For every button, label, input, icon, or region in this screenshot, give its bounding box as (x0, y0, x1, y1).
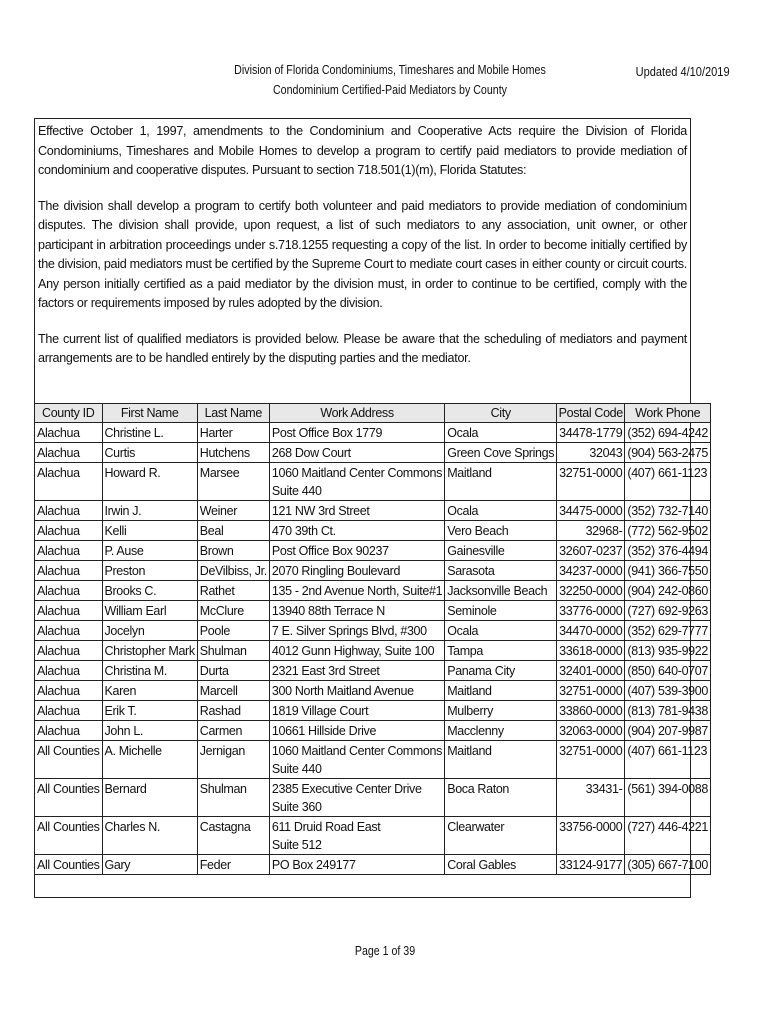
column-header-county-id: County ID (35, 404, 103, 423)
cell-first-name: P. Ause (102, 541, 197, 561)
cell-county-id: Alachua (35, 501, 103, 521)
cell-county-id: All Counties (35, 779, 103, 817)
cell-first-name: Curtis (102, 443, 197, 463)
cell-postal-code: 32043 (557, 443, 625, 463)
cell-last-name: DeVilbiss, Jr. (197, 561, 269, 581)
cell-work-address: 135 - 2nd Avenue North, Suite#1 (269, 581, 444, 601)
table-row (35, 463, 711, 501)
cell-work-phone: (305) 667-7100 (625, 855, 711, 875)
table-row (35, 701, 711, 721)
cell-work-phone: (561) 394-0088 (625, 779, 711, 817)
column-header-work-address: Work Address (269, 404, 444, 423)
document-title (218, 60, 562, 100)
table-row (35, 521, 711, 541)
cell-city: Panama City (445, 661, 557, 681)
cell-county-id: Alachua (35, 681, 103, 701)
cell-city: Mulberry (445, 701, 557, 721)
cell-city: Maitland (445, 681, 557, 701)
table-row (35, 581, 711, 601)
cell-last-name: Rathet (197, 581, 269, 601)
cell-work-address: 10661 Hillside Drive (269, 721, 444, 741)
cell-work-phone: (904) 242-0860 (625, 581, 711, 601)
cell-work-address: 13940 88th Terrace N (269, 601, 444, 621)
table-row (35, 681, 711, 701)
cell-last-name: Shulman (197, 779, 269, 817)
table-row (35, 621, 711, 641)
cell-postal-code: 32751-0000 (557, 463, 625, 501)
cell-last-name: Carmen (197, 721, 269, 741)
cell-work-address: 1060 Maitland Center Commons Suite 440 (269, 463, 444, 501)
page-number: Page 1 of 39 (354, 944, 416, 958)
cell-work-phone: (813) 781-9438 (625, 701, 711, 721)
cell-county-id: Alachua (35, 561, 103, 581)
cell-city: Vero Beach (445, 521, 557, 541)
cell-last-name: Brown (197, 541, 269, 561)
cell-work-address: 300 North Maitland Avenue (269, 681, 444, 701)
table-row (35, 443, 711, 463)
cell-work-phone: (850) 640-0707 (625, 661, 711, 681)
cell-last-name: Hutchens (197, 443, 269, 463)
cell-work-phone: (352) 376-4494 (625, 541, 711, 561)
cell-first-name: Irwin J. (102, 501, 197, 521)
table-row (35, 501, 711, 521)
cell-first-name: Charles N. (102, 817, 197, 855)
cell-work-phone: (727) 446-4221 (625, 817, 711, 855)
cell-postal-code: 33618-0000 (557, 641, 625, 661)
cell-county-id: All Counties (35, 741, 103, 779)
cell-county-id: Alachua (35, 621, 103, 641)
mediators-table (34, 403, 711, 875)
cell-work-address: PO Box 249177 (269, 855, 444, 875)
intro-text (38, 122, 687, 385)
cell-postal-code: 32063-0000 (557, 721, 625, 741)
table-row (35, 779, 711, 817)
cell-work-address: 121 NW 3rd Street (269, 501, 444, 521)
cell-postal-code: 34478-1779 (557, 423, 625, 443)
cell-last-name: Castagna (197, 817, 269, 855)
cell-city: Clearwater (445, 817, 557, 855)
cell-city: Green Cove Springs (445, 443, 557, 463)
column-header-last-name: Last Name (197, 404, 269, 423)
cell-work-address: 4012 Gunn Highway, Suite 100 (269, 641, 444, 661)
table-row (35, 661, 711, 681)
cell-work-phone: (407) 661-1123 (625, 463, 711, 501)
table-row (35, 721, 711, 741)
cell-last-name: Shulman (197, 641, 269, 661)
cell-city: Sarasota (445, 561, 557, 581)
cell-county-id: Alachua (35, 661, 103, 681)
cell-work-phone: (407) 661-1123 (625, 741, 711, 779)
table-row (35, 561, 711, 581)
cell-last-name: Feder (197, 855, 269, 875)
title-line-1: Division of Florida Condominiums, Timeshares and Mobile Homes (234, 62, 546, 77)
cell-postal-code: 33124-9177 (557, 855, 625, 875)
column-header-city: City (445, 404, 557, 423)
cell-city: Seminole (445, 601, 557, 621)
cell-first-name: Preston (102, 561, 197, 581)
cell-county-id: All Counties (35, 817, 103, 855)
cell-city: Gainesville (445, 541, 557, 561)
cell-work-address: Post Office Box 1779 (269, 423, 444, 443)
cell-work-address: Post Office Box 90237 (269, 541, 444, 561)
cell-county-id: Alachua (35, 701, 103, 721)
cell-work-address: 1819 Village Court (269, 701, 444, 721)
cell-county-id: Alachua (35, 521, 103, 541)
table-row (35, 741, 711, 779)
cell-postal-code: 33860-0000 (557, 701, 625, 721)
cell-work-phone: (941) 366-7550 (625, 561, 711, 581)
cell-first-name: William Earl (102, 601, 197, 621)
cell-work-address: 2321 East 3rd Street (269, 661, 444, 681)
cell-last-name: Beal (197, 521, 269, 541)
cell-last-name: Harter (197, 423, 269, 443)
cell-first-name: Christopher Mark (102, 641, 197, 661)
cell-first-name: Brooks C. (102, 581, 197, 601)
cell-postal-code: 32751-0000 (557, 681, 625, 701)
cell-city: Coral Gables (445, 855, 557, 875)
cell-work-phone: (904) 207-9987 (625, 721, 711, 741)
cell-city: Boca Raton (445, 779, 557, 817)
cell-first-name: Kelli (102, 521, 197, 541)
cell-postal-code: 33776-0000 (557, 601, 625, 621)
cell-first-name: Christina M. (102, 661, 197, 681)
cell-work-address: 470 39th Ct. (269, 521, 444, 541)
cell-city: Ocala (445, 501, 557, 521)
cell-work-phone: (772) 562-9502 (625, 521, 711, 541)
cell-city: Tampa (445, 641, 557, 661)
cell-first-name: Bernard (102, 779, 197, 817)
cell-first-name: Jocelyn (102, 621, 197, 641)
cell-county-id: Alachua (35, 721, 103, 741)
cell-postal-code: 33431- (557, 779, 625, 817)
cell-first-name: Christine L. (102, 423, 197, 443)
table-row (35, 855, 711, 875)
cell-county-id: Alachua (35, 541, 103, 561)
cell-work-address: 2385 Executive Center Drive Suite 360 (269, 779, 444, 817)
cell-postal-code: 34470-0000 (557, 621, 625, 641)
cell-city: Ocala (445, 423, 557, 443)
cell-work-phone: (352) 629-7777 (625, 621, 711, 641)
cell-postal-code: 32751-0000 (557, 741, 625, 779)
cell-postal-code: 34475-0000 (557, 501, 625, 521)
column-header-work-phone: Work Phone (625, 404, 711, 423)
cell-city: Macclenny (445, 721, 557, 741)
cell-last-name: Marcell (197, 681, 269, 701)
cell-last-name: Poole (197, 621, 269, 641)
cell-county-id: Alachua (35, 601, 103, 621)
table-row (35, 817, 711, 855)
cell-first-name: A. Michelle (102, 741, 197, 779)
cell-county-id: Alachua (35, 581, 103, 601)
cell-postal-code: 32401-0000 (557, 661, 625, 681)
cell-work-address: 7 E. Silver Springs Blvd, #300 (269, 621, 444, 641)
updated-date: Updated 4/10/2019 (635, 64, 730, 79)
cell-county-id: Alachua (35, 463, 103, 501)
cell-county-id: All Counties (35, 855, 103, 875)
cell-work-phone: (352) 694-4242 (625, 423, 711, 443)
table-header-row (35, 404, 711, 423)
content-box (34, 118, 708, 898)
table-body (35, 423, 711, 875)
cell-first-name: Erik T. (102, 701, 197, 721)
table-row (35, 423, 711, 443)
table-row (35, 601, 711, 621)
cell-postal-code: 34237-0000 (557, 561, 625, 581)
cell-first-name: Howard R. (102, 463, 197, 501)
cell-work-address: 2070 Ringling Boulevard (269, 561, 444, 581)
cell-postal-code: 33756-0000 (557, 817, 625, 855)
intro-paragraph-3: The current list of qualified mediators is provided below. Please be aware that the scheduling of mediators and payment arrangements are to be handled entirely by the disputing parties and the mediator. (38, 331, 687, 365)
cell-first-name: John L. (102, 721, 197, 741)
cell-city: Jacksonville Beach (445, 581, 557, 601)
cell-postal-code: 32968- (557, 521, 625, 541)
cell-work-phone: (352) 732-7140 (625, 501, 711, 521)
cell-work-phone: (813) 935-9922 (625, 641, 711, 661)
intro-paragraph-1: Effective October 1, 1997, amendments to the Condominium and Cooperative Acts require the Division of Florida Condominiums, Timeshares and Mobile Homes to develop a program to certify paid mediators to provide mediation of condominium and cooperative disputes. Pursuant to section 718.501(1)(m), Florida Statutes: (38, 124, 687, 177)
cell-postal-code: 32250-0000 (557, 581, 625, 601)
column-header-postal-code: Postal Code (557, 404, 625, 423)
cell-last-name: Durta (197, 661, 269, 681)
table-row (35, 541, 711, 561)
table-row (35, 641, 711, 661)
cell-work-phone: (904) 563-2475 (625, 443, 711, 463)
cell-last-name: Rashad (197, 701, 269, 721)
cell-work-address: 611 Druid Road East Suite 512 (269, 817, 444, 855)
cell-last-name: Jernigan (197, 741, 269, 779)
intro-paragraph-2: The division shall develop a program to certify both volunteer and paid mediators to provide mediation of condominium disputes. The division shall provide, upon request, a list of such mediators to any association, unit owner, or other participant in arbitration proceedings under s.718.1255 requesting a copy of the list. In order to become initially certified by the division, paid mediators must be certified by the Supreme Court to mediate court cases in either county or circuit courts. Any person initially certified as a paid mediator by the division must, in order to continue to be certified, comply with the factors or requirements imposed by rules adopted by the division. (38, 198, 687, 310)
cell-city: Maitland (445, 741, 557, 779)
cell-last-name: Weiner (197, 501, 269, 521)
cell-work-address: 268 Dow Court (269, 443, 444, 463)
cell-last-name: McClure (197, 601, 269, 621)
column-header-first-name: First Name (102, 404, 197, 423)
cell-city: Maitland (445, 463, 557, 501)
cell-county-id: Alachua (35, 423, 103, 443)
cell-last-name: Marsee (197, 463, 269, 501)
cell-city: Ocala (445, 621, 557, 641)
cell-work-address: 1060 Maitland Center Commons Suite 440 (269, 741, 444, 779)
cell-work-phone: (727) 692-9263 (625, 601, 711, 621)
cell-postal-code: 32607-0237 (557, 541, 625, 561)
cell-first-name: Gary (102, 855, 197, 875)
title-line-2: Condominium Certified-Paid Mediators by County (272, 82, 508, 97)
cell-first-name: Karen (102, 681, 197, 701)
cell-county-id: Alachua (35, 641, 103, 661)
cell-county-id: Alachua (35, 443, 103, 463)
cell-work-phone: (407) 539-3900 (625, 681, 711, 701)
